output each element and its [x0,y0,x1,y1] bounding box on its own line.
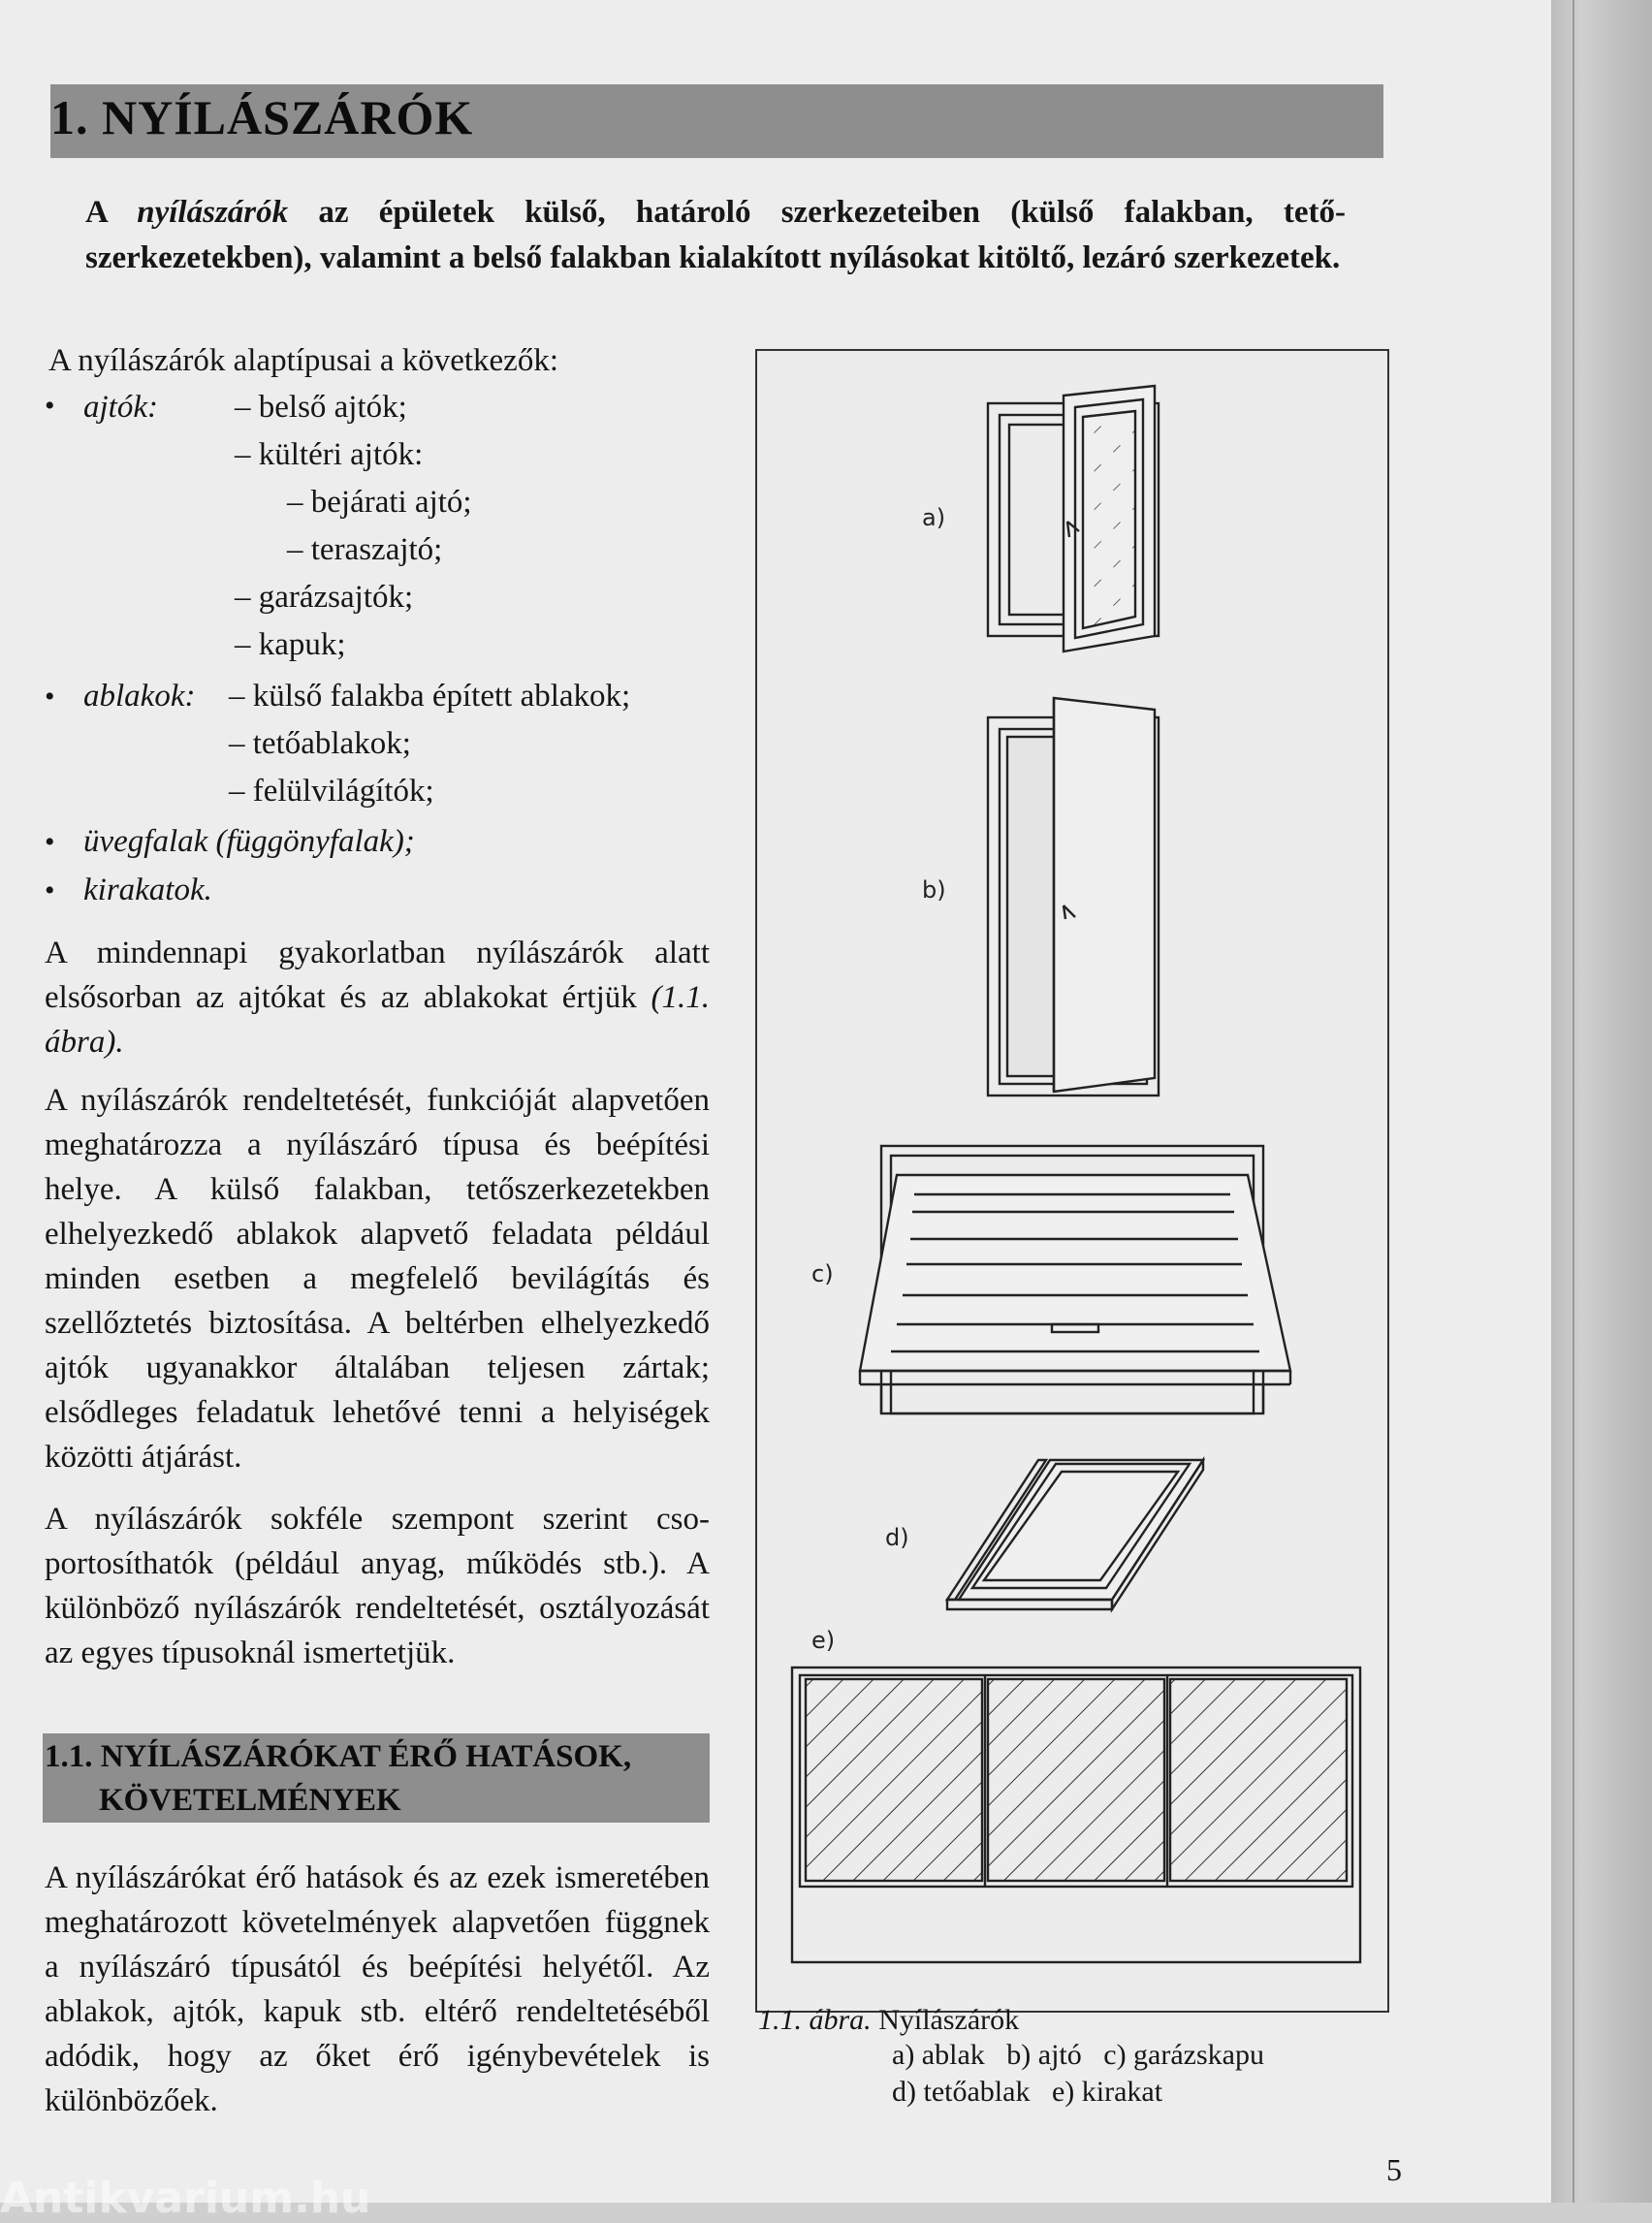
roof-window-drawing [947,1460,1203,1609]
doors-item: – kapuk; [235,627,346,662]
figure-caption [758,2001,1019,2040]
figure-caption-line3: d) tetőablak e) kirakat [892,2076,1163,2108]
figure-caption-line2: a) ablak b) ajtó c) garázskapu [892,2039,1264,2071]
intro-term: nyílászárók [137,195,289,230]
windows-item: – felülvilágítók; [229,774,434,809]
glasswalls-item: üvegfalak (függönyfalak); [83,824,415,859]
page-edge-line [1573,0,1574,2203]
paragraph-1 [45,931,710,1064]
window-drawing [988,386,1159,651]
intro-paragraph [85,190,1346,281]
windows-item: – tetőablakok; [229,726,411,761]
bullet-dot: • [45,826,55,858]
bullet-dot: • [45,390,55,422]
paragraph-3: A nyílászárók sokféle szempont szerint csoportosíthatók (például anyag, működés stb.). A különböző nyílászárók rendeltetését, osztályozását az egyes típusoknál ismertetjük. [45,1502,710,1670]
doors-label: ajtók: [83,390,158,425]
watermark: Antikvarium.hu [0,2174,371,2223]
door-drawing [988,698,1159,1096]
paragraph-1-text: A mindennapi gyakorlatban nyílászárók alatt elsősorban az ajtókat és az ablakokat értjük [45,936,710,1015]
bullet-dot: • [45,874,55,906]
garage-door-drawing [860,1146,1290,1413]
intro-part2: az épületek külső, határoló szerkezeteiben (külső falakban, tetőszerkezetekben), valamint a belső falakban kialakított nyílásokat kitöltő, lezáró szerkezetek. [85,195,1346,275]
figure-label-c: c) [811,1260,834,1287]
doors-subitem: – teraszajtó; [287,532,443,567]
types-heading: A nyílászárók alaptípusai a következők: [48,343,559,378]
figure-caption-ref: 1.1. ábra. [758,2004,872,2036]
figure-label-b: b) [922,876,946,904]
figure-illustration [755,349,1385,2013]
doors-subitem: – bejárati ajtó; [287,485,472,520]
chapter-title: 1. NYÍLÁSZÁRÓK [50,90,474,144]
figure-label-a: a) [922,504,946,531]
windows-item: – külső falakba épített ablakok; [229,679,631,714]
page-number: 5 [1386,2152,1402,2187]
doors-item: – garázsajtók; [235,580,414,615]
bullet-dot: • [45,681,55,713]
paragraph-2: A nyílászárók rendeltetését, funkcióját alapvetően meghatározza a nyílászáró típusa és beépítési helye. A külső falakban, tetőszerkezetekben elhelyezkedő ablakok alapvető feladata például minden esetben a megfelelő bevilágítás és szellőztetés biztosítása. A beltérben elhelyezkedő ajtók ugyanakkor általában teljesen zártak; elsődleges feladatuk lehetővé tenni a helyiségek közötti átjárást. [45,1083,710,1475]
doors-item: – belső ajtók; [235,390,407,425]
showcases-item: kirakatok. [83,873,212,907]
figure-caption-title: Nyílászárók [878,2004,1020,2036]
page-stack-edge [1551,0,1652,2203]
section-title-line1: 1.1. NYÍLÁSZÁRÓKAT ÉRŐ HATÁSOK, [45,1739,632,1774]
windows-label: ablakok: [83,679,196,714]
figure-reference: (1.1. ábra). [45,980,711,1060]
paragraph-4: A nyílászárókat érő hatások és az ezek ismeretében meghatározott követelmények alapvetően függnek a nyílászáró típusától és beépítési helyétől. Az ablakok, ajtók, kapuk stb. eltérő rendeltetéséből adódik, hogy az őket érő igénybevételek is különbözőek. [45,1860,710,2118]
figure-label-e: e) [811,1627,836,1654]
figure-label-d: d) [885,1524,909,1551]
section-title [45,1735,631,1823]
section-title-line2: KÖVETELMÉNYEK [99,1783,401,1818]
showcase-drawing [792,1667,1360,1962]
intro-part1: A [85,195,138,230]
doors-item: – kültéri ajtók: [235,437,424,472]
